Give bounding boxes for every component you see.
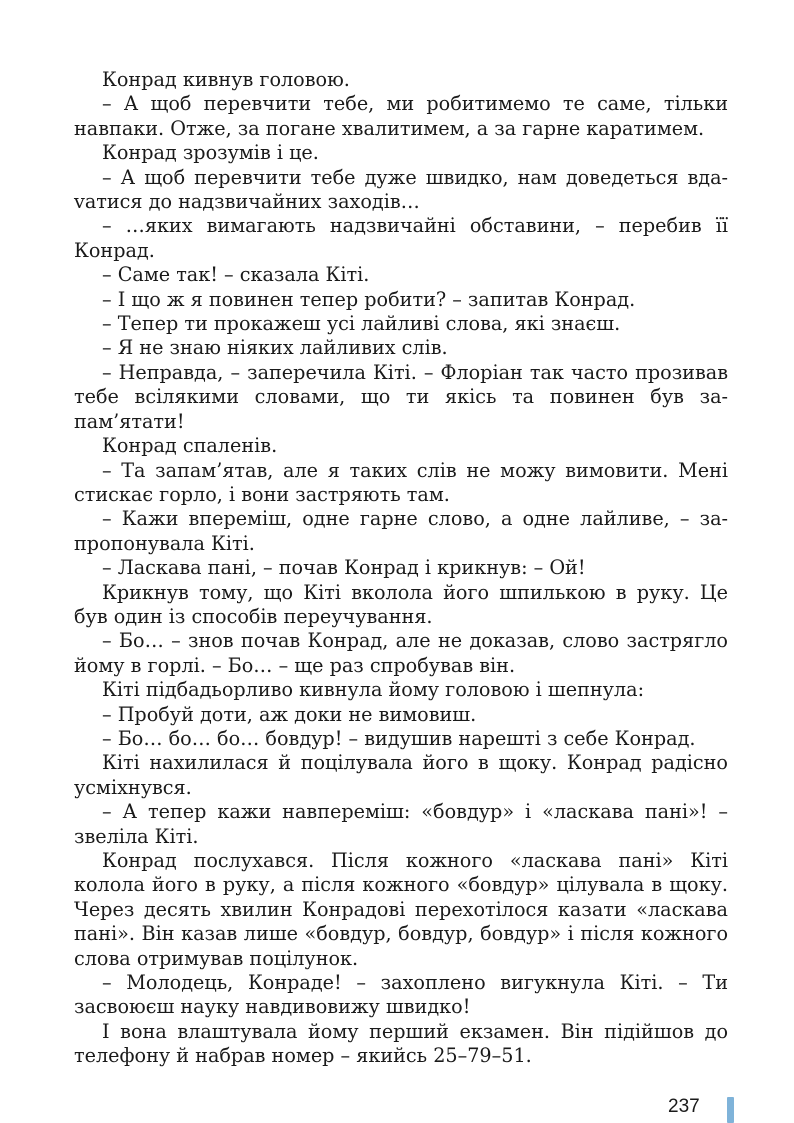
paragraph: – Кажи впереміш, одне гарне слово, а одне лайливе, – запропонувала Кіті. bbox=[74, 507, 728, 555]
paragraph: Конрад кивнув головою. bbox=[102, 68, 350, 91]
paragraph: – Молодець, Конраде! – захоплено вигукнула Кіті. – Ти засвоюєш науку навдивовижу швидко! bbox=[74, 971, 728, 1019]
paragraph: Конрад послухався. Після кожного «ласкава пані» Кіті колола його в руку, а після кожного «бовдур» цілувала в щоку. Через десять хвилин Конрадові перехотілося казати «ласкава пані». Він казав лише «бовдур, бовдур, бовдур» і після кожного слова отримував поцілунок. bbox=[74, 849, 728, 970]
paragraph: – Саме так! – сказала Кіті. bbox=[102, 263, 370, 287]
paragraph: Кіті нахилилася й поцілувала його в щоку. Конрад радісно усміхнувся. bbox=[74, 751, 728, 799]
page-body bbox=[74, 68, 728, 1069]
paragraph: – …яких вимагають надзвичайні обставини, – перебив її Конрад. bbox=[74, 214, 728, 262]
paragraph: І вона влаштувала йому перший екзамен. Він підійшов до телефону й набрав номер – якийсь 25–79–51. bbox=[74, 1019, 728, 1068]
paragraph: – А тепер кажи навпереміш: «бовдур» і «ласкава пані»! – звеліла Кіті. bbox=[74, 800, 728, 848]
page-edge-marker bbox=[727, 1097, 734, 1123]
paragraph: – Бо… – знов почав Конрад, але не доказав, слово застрягло йому в горлі. – Бо… – ще раз спробував він. bbox=[74, 629, 728, 677]
page-number: 237 bbox=[668, 1096, 700, 1117]
paragraph: – Бо… бо… бо… бовдур! – видушив нарешті з себе Конрад. bbox=[102, 726, 696, 750]
paragraph: Конрад спаленів. bbox=[102, 434, 278, 458]
paragraph: – Тепер ти прокажеш усі лайливі слова, які знаєш. bbox=[102, 312, 621, 336]
paragraph: – І що ж я повинен тепер робити? – запитав Конрад. bbox=[102, 287, 636, 311]
paragraph: Конрад зрозумів і це. bbox=[102, 141, 319, 165]
paragraph: – А щоб перевчити тебе, ми робитимемо те саме, тільки навпаки. Отже, за погане хвалитимем, а за гарне каратимем. bbox=[74, 92, 728, 140]
paragraph: Кіті підбадьорливо кивнула йому головою і шепнула: bbox=[102, 678, 645, 702]
paragraph: Крикнув тому, що Кіті вколола його шпилькою в руку. Це був один із способів переучування. bbox=[74, 580, 728, 628]
paragraph: – Та запам’ятав, але я таких слів не можу вимовити. Мені стискає горло, і вони застряють там. bbox=[74, 458, 728, 506]
paragraph: – А щоб перевчити тебе дуже швидко, нам доведеться вдаvатися до надзвичайних заходів… bbox=[74, 165, 728, 214]
paragraph: – Неправда, – заперечила Кіті. – Флоріан так часто прозивав тебе всілякими словами, що ти якісь та повинен був запам’ятати! bbox=[74, 360, 728, 433]
paragraph: – Ласкава пані, – почав Конрад і крикнув: – Ой! bbox=[102, 556, 586, 580]
paragraph: – Я не знаю ніяких лайливих слів. bbox=[102, 336, 448, 360]
paragraph: – Пробуй доти, аж доки не вимовиш. bbox=[102, 702, 477, 726]
